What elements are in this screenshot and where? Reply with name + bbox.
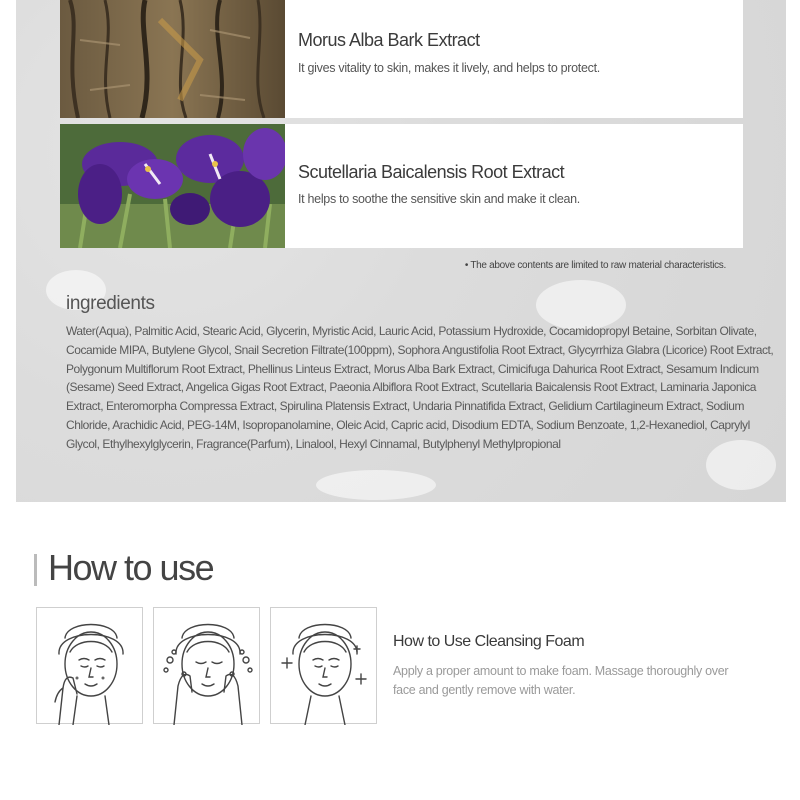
ingredient-name: Scutellaria Baicalensis Root Extract bbox=[298, 162, 565, 182]
step-massage bbox=[153, 607, 260, 724]
face-massage-bubbles-icon bbox=[154, 608, 261, 725]
texture-speck bbox=[316, 470, 436, 500]
step-apply bbox=[36, 607, 143, 724]
face-apply-foam-icon bbox=[37, 608, 144, 725]
ingredient-card-morus bbox=[60, 0, 743, 118]
ingredient-panel bbox=[16, 0, 786, 502]
disclaimer-note: • The above contents are limited to raw material characteristics. bbox=[464, 260, 726, 271]
iris-flower-photo bbox=[60, 124, 285, 248]
ingredient-description: It helps to soothe the sensitive skin and make it clean. bbox=[298, 192, 580, 206]
ingredients-heading: ingredients bbox=[66, 293, 155, 314]
foam-usage-title: How to Use Cleansing Foam bbox=[393, 633, 585, 650]
how-to-use-heading: How to use bbox=[48, 547, 214, 588]
ingredient-name: Morus Alba Bark Extract bbox=[298, 30, 480, 50]
ingredient-description: It gives vitality to skin, makes it lively, and helps to protect. bbox=[298, 61, 600, 75]
ingredients-list: Water(Aqua), Palmitic Acid, Stearic Acid, Glycerin, Myristic Acid, Lauric Acid, Potassium Hydroxide, Cocamidopropyl Betaine, Sorbitan Olivate, Cocamide MIPA, Butylene Glycol, Snail Secretion Filtrate(100ppm), Sophora Angustifolia Root Extract, Glycyrrhiza Glabra (Licorice) Root Extract, Polygonum Multiflorum Root Extract, Phellinus Linteus Extract, Morus Alba Bark Extract, Cimicifuga Dahurica Root Extract, Sesamum Indicum (Sesame) Seed Extract, Angelica Gigas Root Extract, Paeonia Albiflora Root Extract, Scutellaria Baicalensis Root Extract, Laminaria Japonica Extract, Enteromorpha Compressa Extract, Spirulina Platensis Extract, Undaria Pinnatifida Extract, Gelidium Cartilagineum Extract, Sodium Chloride, Arachidic Acid, PEG-14M, Isopropanolamine, Oleic Acid, Capric acid, Disodium EDTA, Sodium Benzoate, 1,2-Hexanediol, Caprylyl Glycol, Ethylhexylglycerin, Fragrance(Parfum), Linalool, Hexyl Cinnamal, Butylphenyl Methylpropional bbox=[66, 324, 774, 451]
foam-usage-description: Apply a proper amount to make foam. Massage thoroughly over face and gently remove with water. bbox=[393, 664, 729, 697]
heading-accent-bar bbox=[34, 554, 37, 586]
step-clean bbox=[270, 607, 377, 724]
ingredient-card-scutellaria bbox=[60, 124, 743, 248]
face-clean-sparkle-icon bbox=[271, 608, 378, 725]
tree-bark-photo bbox=[60, 0, 285, 118]
